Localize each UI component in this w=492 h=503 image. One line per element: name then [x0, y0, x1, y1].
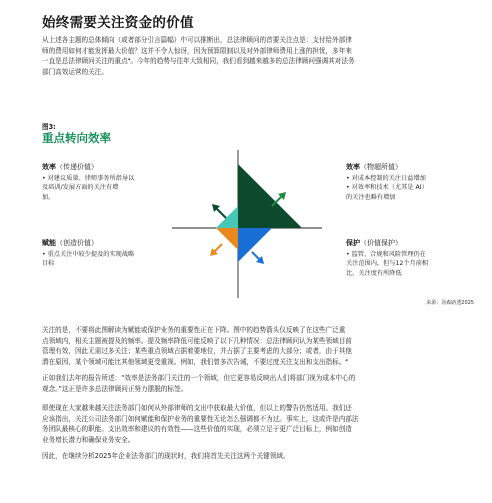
quadrant-sub: （价值保护） — [360, 239, 402, 247]
protection-triangle — [238, 228, 272, 262]
quadrant-name: 效率 — [42, 163, 56, 171]
figure-source: 来源：汤森路透2025 — [426, 300, 474, 306]
figure-title: 重点转向效率 — [42, 131, 111, 145]
quadrant-enablement-heading — [42, 238, 98, 248]
quadrant-protection-body — [346, 250, 428, 278]
quadrant-line: 加。 — [42, 193, 55, 201]
intro-line: 一直是总法律顾问关注的重点⁴。今年的趋势与往年大致相同，我们看到越来越多的总法律顾问强调其对法务 — [42, 57, 355, 66]
body-line: 正如我们去年的报告所述：“效率是法务部门关注的一个领域，但它更容易反映出人们将部门视为成本中心的 — [42, 374, 356, 382]
intro-line: 部门高效运营的关注。 — [42, 67, 108, 76]
body-line: 潜在原因，某个领域可能比其他领域更受重视。例如，我们曾多次告诫，不要过度关注支出和支出指标。⁴ — [42, 357, 348, 366]
body-paragraph-2 — [42, 373, 474, 394]
efficiency-up-arrow-icon — [212, 204, 226, 218]
quadrant-sub: （物超所值） — [360, 163, 402, 171]
quadrant-line: 关注范围内，但与12个月前相 — [346, 260, 429, 268]
quadrant-efficiency-body — [42, 174, 134, 202]
body-line: 点领域内，相关主题被提及的频率。提及频率降低可能反映了以下几种情况：总法律顾问认为某些领域目前 — [42, 336, 352, 345]
quadrant-line: 比，关注度有所降低 — [346, 269, 402, 277]
body-line: 业务增长潜力和确保业务安全。 — [42, 435, 135, 444]
page-heading: 始终需要关注资金的价值 — [42, 15, 194, 31]
quadrant-line: 的关注也略有增加 — [346, 193, 396, 201]
figure-label: 图3: — [42, 123, 56, 131]
intro-line: 从上述各主题的总体倾向（或者部分引言篇幅）中可以推断出，总法律顾问的首要关注点是：支付给外部律 — [42, 36, 352, 44]
quadrant-protection-heading — [346, 238, 402, 248]
enablement-down-arrow-icon — [210, 244, 222, 256]
body-line: 即使现在大家越来越关注法务部门如何从外部律师的支出中获取最大价值，但以上的警告仍然适用。我们还 — [42, 404, 352, 412]
effectiveness-triangle — [238, 164, 302, 228]
body-line: 因此，在继续分析2025年企业法务部门的现状时，我们将首先关注这两个关键领域。 — [42, 452, 290, 460]
quadrant-name: 效率 — [346, 163, 360, 171]
quadrant-sub: （传递价值） — [56, 163, 98, 171]
body-line: 管理有效，因此无需过多关注；某些重点领域占据着要地位，并占据了主要考虑的大部分；或者，由于其他 — [42, 347, 352, 356]
body-line: 务团队最核心的职能。支出效率和建议的有效性——这些价值的实现，必须立足于更广泛目标上，例如创造 — [42, 425, 352, 434]
quadrant-line: • 重点关注中较少提及的实现战略 — [42, 251, 135, 258]
quadrant-name: 赋能 — [42, 239, 56, 247]
body-line: 关注的是，不要将此图解读为赋能或保护业务的重要性正在下降。图中的趋势箭头仅反映了在这些广泛重 — [42, 326, 346, 334]
quadrant-effectiveness-body — [346, 174, 428, 202]
intro-line: 师的费用如何才能发挥最大价值？这并不令人惊讶，因为预算限制以及对外部律师费用上涨的担忧，多年来 — [42, 46, 352, 55]
quadrant-enablement-body — [42, 250, 134, 269]
quadrant-line: • 监管、合规和风险管理仍在 — [346, 251, 426, 258]
body-line: 观念。”这正是许多总法律顾问正努力摆脱的标签。 — [42, 384, 188, 393]
quadrant-diagram — [172, 150, 322, 298]
efficiency-triangle — [216, 206, 238, 228]
quadrant-line: • 对成本控制的关注日益增加 — [346, 175, 426, 182]
quadrant-line: • 对建议质量、律师事务所指导以 — [42, 175, 135, 182]
body-paragraph-1 — [42, 325, 474, 367]
quadrant-efficiency-heading — [42, 162, 98, 172]
intro-paragraph — [42, 35, 474, 77]
body-paragraph-3 — [42, 403, 474, 445]
body-paragraph-4 — [42, 451, 474, 462]
quadrant-effectiveness-heading — [346, 162, 402, 172]
body-line: 应该指出，关注公司法务部门如何赋能和保护业务的重要性无论怎么强调都不为过。事实上，这或许是内部法 — [42, 414, 359, 423]
quadrant-line: 及培训/发展方面的关注有增 — [42, 184, 119, 192]
effectiveness-up-arrow-icon — [272, 192, 286, 206]
protection-down-arrow-icon — [252, 252, 264, 264]
quadrant-line: • 对效率和技术（尤其是 AI） — [346, 184, 428, 192]
quadrant-sub: （创造价值） — [56, 239, 98, 247]
quadrant-line: 目标 — [42, 260, 55, 268]
quadrant-name: 保护 — [346, 239, 360, 247]
